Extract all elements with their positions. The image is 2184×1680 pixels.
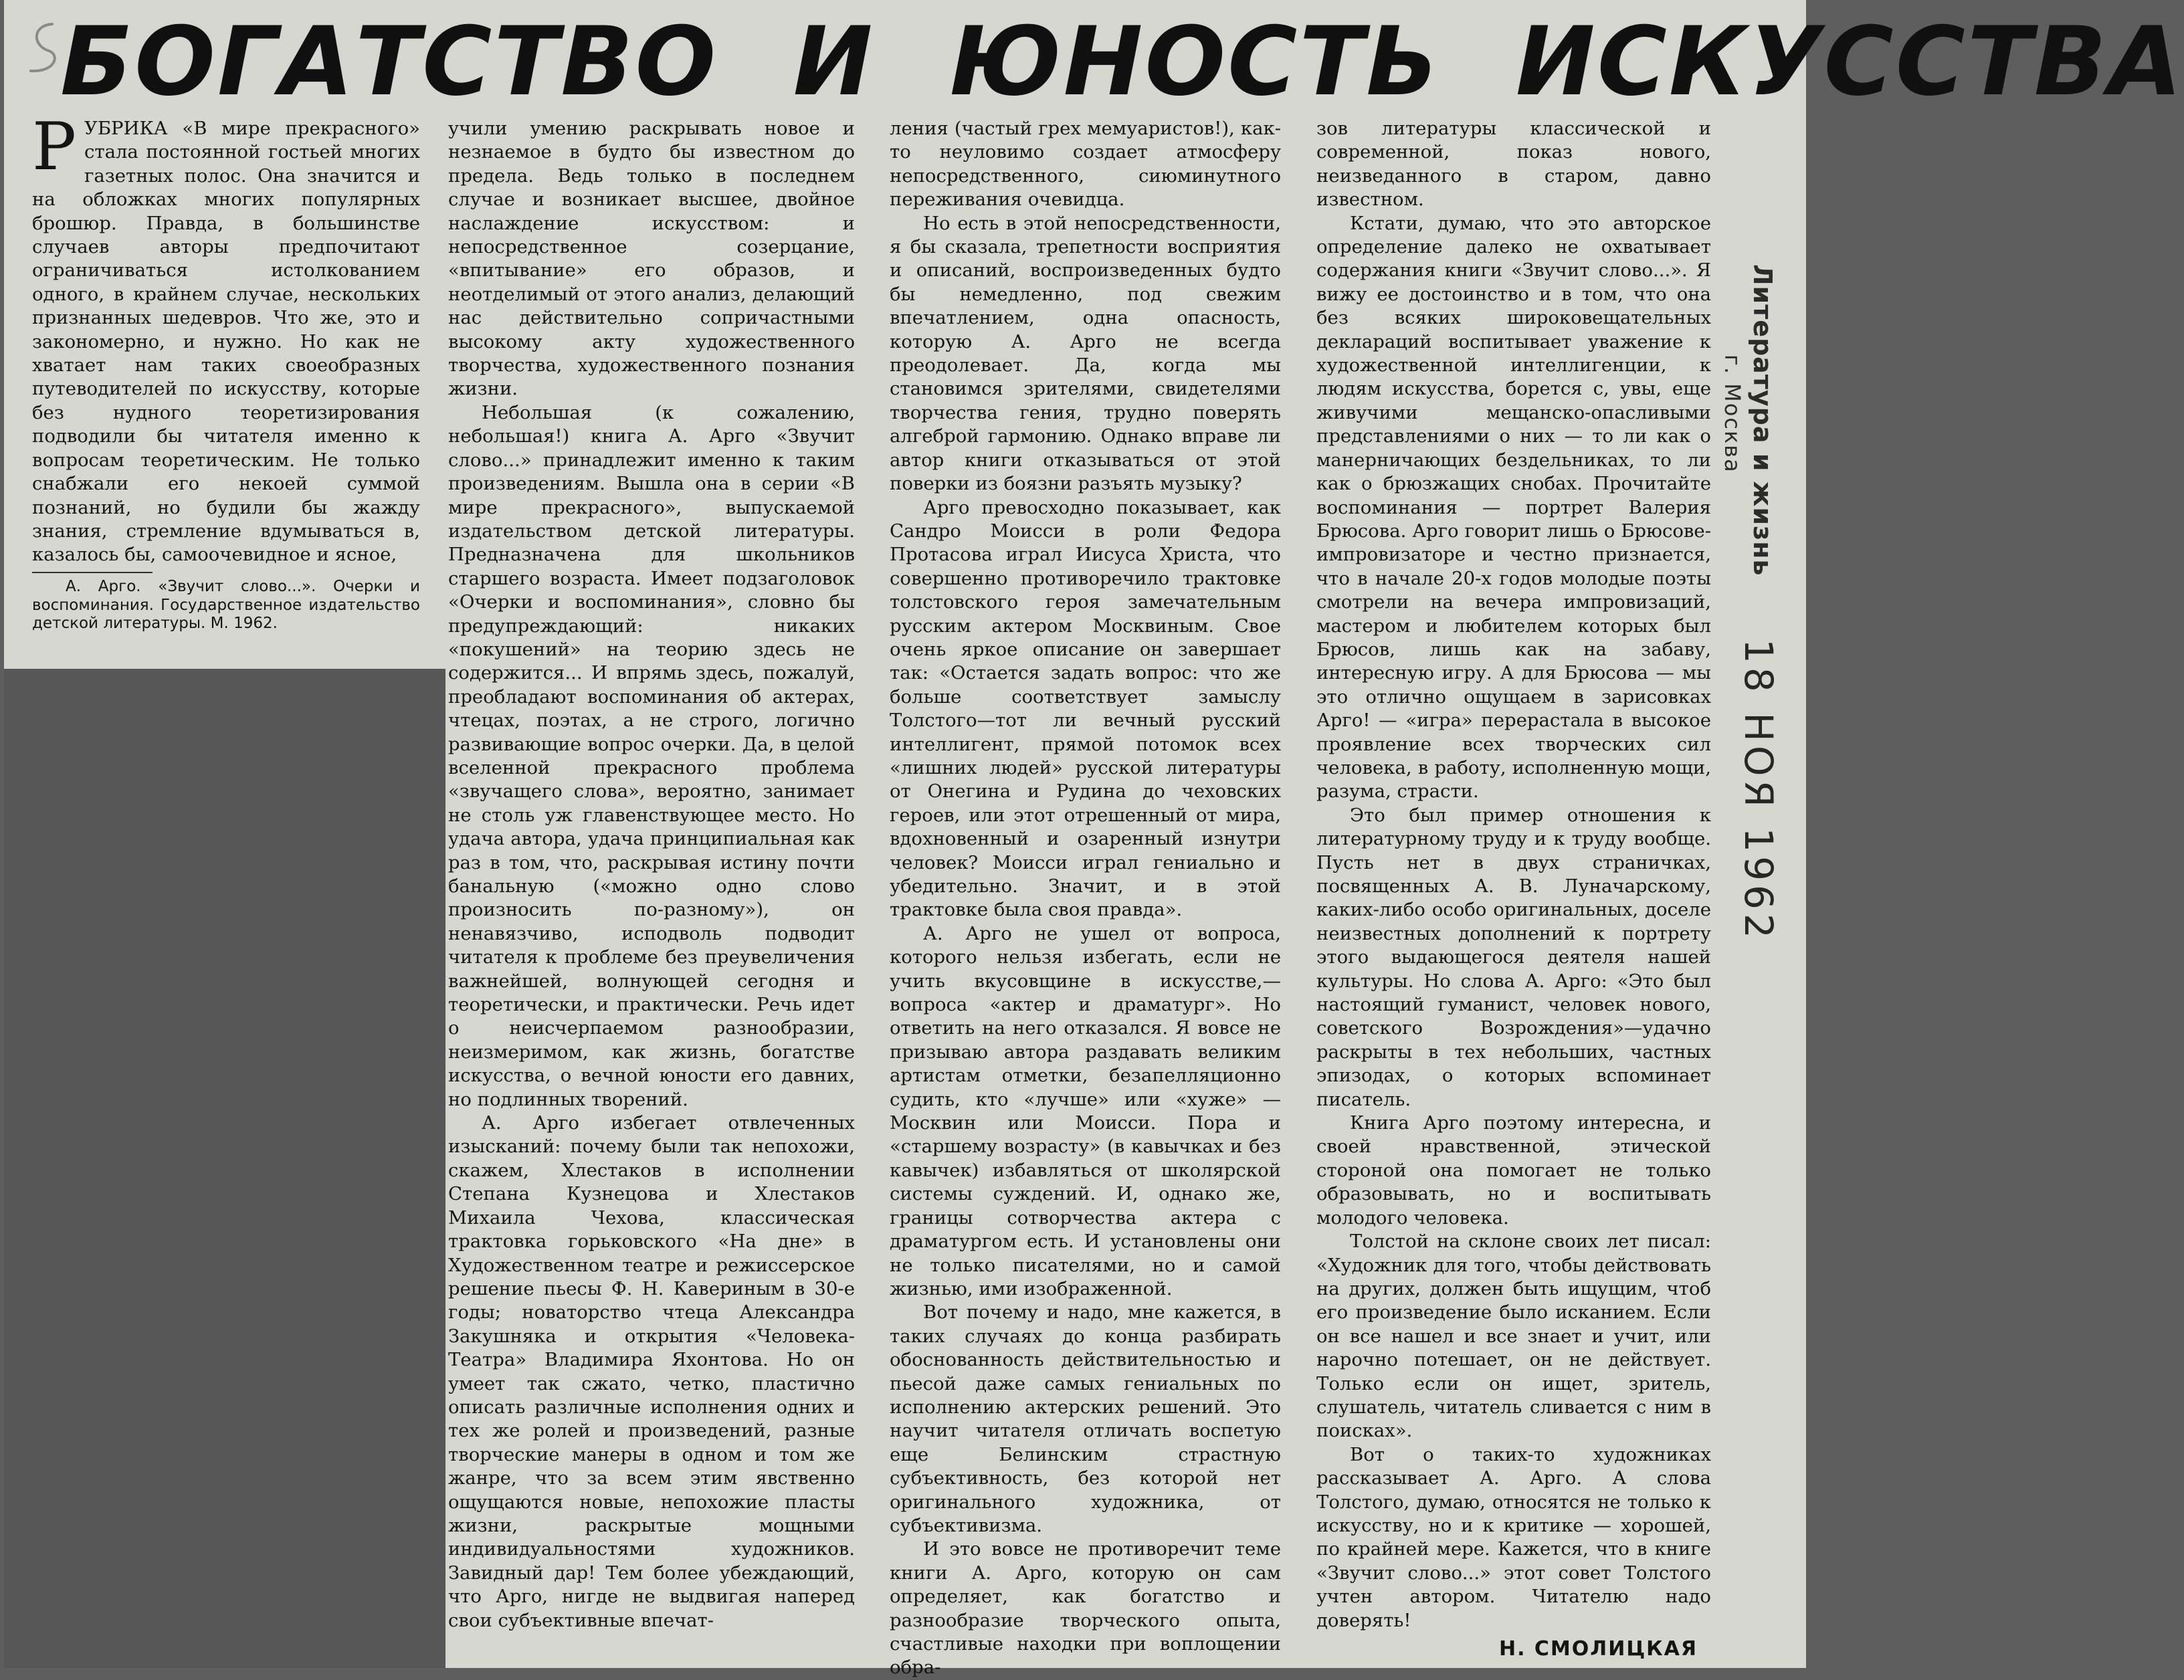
paragraph: А. Арго избегает отвлеченных изысканий: почему были так непохожи, скажем, Хлестаков в исполнении Степана Кузнецова и Хлестаков Михаила Чехова, классическая трактовка горьковского «На дне» в Художественном театре и режиссерское решение пьесы Ф. Н. Кавериным в 30-е годы; новаторство чтеца Александра Закушняка и открытия «Человека-Театра» Владимира Яхонтова. Но он умеет так сжато, четко, пластично описать различные исполнения одних и тех же ролей и произведений, разные творческие манеры в одном и том же жанре, что за всем этим явственно ощущаются новые, непохожие пласты жизни, раскрытые мощными индивидуальностями художников. Завидный дар! Тем более убеждающий, что Арго, нигде не выдвигая наперед свои субъективные впечат- xyxy=(448,1112,855,1631)
article-column-1 xyxy=(32,109,420,572)
stamp-city: г. Москва xyxy=(1720,354,1745,474)
paragraph: Но есть в этой непосредственности, я бы сказала, трепетности восприятия и описаний, воспроизведенных будто бы немедленно, под свежим впечатлением, одна опасность, которую А. Арго не всегда преодолевает. Да, когда мы становимся зрителями, свидетелями творчества гения, трудно поверять алгеброй гармонию. Однако вправе ли автор книги отказываться от этой поверки из боязни разъять музыку? xyxy=(890,212,1281,495)
paragraph: И это вовсе не противоречит теме книги А. Арго, которую он сам определяет, как богатство и разнообразие творческого опыта, счастливые находки при воплощении обра- xyxy=(890,1538,1281,1679)
paragraph: Арго превосходно показывает, как Сандро Моисси в роли Федора Протасова играл Иисуса Христа, что совершенно противоречило трактовке толстовского героя замечательным русским актером Москвиным. Свое очень яркое описание он завершает так: «Остается задать вопрос: что же больше соответствует замыслу Толстого—тот ли вечный русский интеллигент, прямой потомок всех «лишних людей» русской литературы от Онегина и Рудина до чеховских героев, или этот отрешенный от мира, вдохновенный и озаренный изнутри человек? Моисси играл гениально и убедительно. Значит, и в этой трактовке была своя правда». xyxy=(890,496,1281,921)
headline: БОГАТСТВО И ЮНОСТЬ ИСКУССТВА xyxy=(60,7,2184,117)
footnote-text: А. Арго. «Звучит слово...». Очерки и воспоминания. Государственное издательство детской литературы. М. 1962. xyxy=(32,578,420,632)
lead-paragraph xyxy=(32,109,420,567)
paragraph: Это был пример отношения к литературному труду и к труду вообще. Пусть нет в двух страничках, посвященных А. В. Луначарскому, каких-либо особо оригинальных, доселе неизвестных дополнений к портрету этого выдающегося деятеля нашей культуры. Но слова А. Арго: «Это был настоящий гуманист, человек нового, советского Возрождения»—удачно раскрыты в тех небольших, частных эпизодах, о которых вспоминает писатель. xyxy=(1316,804,1711,1110)
footnote xyxy=(32,578,420,657)
paragraph: УБРИКА «В мире прекрасного» стала постоянной гостьей многих газетных полос. Она значится и на обложках многих популярных брошюр. Правда, в большинстве случаев авторы предпочитают ограничиваться истолкованием одного, в крайнем случае, нескольких признанных шедевров. Что же, это и закономерно, и нужно. Но как не хватает нам таких своеобразных путеводителей по искусству, которые без нудного теоретизирования подводили бы читателя именно к вопросам теоретическим. Не только снабжали его некоей суммой познаний, но будили бы жажду знания, стремление вдумываться в, казалось бы, самоочевидное и ясное, xyxy=(32,118,420,566)
article-column-3 xyxy=(890,117,1281,1679)
paragraph: Кстати, думаю, что это авторское определение далеко не охватывает содержания книги «Звучит слово...». Я вижу ее достоинство и в том, что она без всяких широковещательных деклараций воспитывает уважение к художественной интеллигенции, к людям искусства, борется с, увы, еще живучими мещанско-опасливыми представлениями о них — то ли как о манерничающих бездельниках, то ли как о брюзжащих снобах. Прочитайте воспоминания — портрет Валерия Брюсова. Арго говорит лишь о Брюсове-импровизаторе и честно признается, что в начале 20-х годов молодые поэты смотрели на вечера импровизаций, мастером и любителем которых был Брюсов, лишь как на забаву, интересную игру. А для Брюсова — мы это отлично ощущаем в зарисовках Арго! — «игра» перерастала в высокое проявление всех творческих сил человека, в работу, исполненную мощи, разума, страсти. xyxy=(1316,212,1711,803)
paragraph: ления (частый грех мемуаристов!), как-то неуловимо создает атмосферу непосредственного, сиюминутного переживания очевидца. xyxy=(890,118,1281,211)
paragraph: Вот о таких-то художниках рассказывает А. Арго. А слова Толстого, думаю, относятся не только к искусству, но и к критике — хорошей, по крайней мере. Кажется, что в книге «Звучит слово...» этот совет Толстого учтен автором. Читателю надо доверять! xyxy=(1316,1443,1711,1631)
paragraph: Книга Арго поэтому интересна, и своей нравственной, этической стороной она помогает не только образовывать, но и воспитывать молодого человека. xyxy=(1316,1112,1711,1229)
paragraph: Небольшая (к сожалению, небольшая!) книга А. Арго «Звучит слово...» принадлежит именно к таким произведениям. Вышла она в серии «В мире прекрасного», выпускаемой издательством детской литературы. Предназначена для школьников старшего возраста. Имеет подзаголовок «Очерки и воспоминания», словно бы предупреждающий: никаких «покушений» на теорию здесь не содержится... И впрямь здесь, пожалуй, преобладают воспоминания об актерах, чтецах, поэтах, а не строго, логично развивающие вопрос очерки. Да, в целой вселенной прекрасного проблема «звучащего слова», вероятно, занимает не столь уж главенствующее место. Но удача автора, удача принципиальная как раз в том, что, раскрывая истину почти банальную («можно одно слово произносить по-разному»), он ненавязчиво, исподволь подводит читателя к проблеме без преувеличения важнейшей, волнующей сегодня и теоретически, и практически. Речь идет о неисчерпаемом разнообразии, неизмеримом, как жизнь, богатстве искусства, о вечной юности его давних, но подлинных творений. xyxy=(448,401,855,1110)
stamp-publication: Литература и жизнь xyxy=(1748,264,1777,576)
paragraph: Вот почему и надо, мне кажется, в таких случаях до конца разбирать обоснованность действительностью и пьесой даже самых гениальных по исполнению актерских решений. Это научит читателя отличать воспетую еще Белинским страстную субъективность, без которой нет оригинального художника, от субъективизма. xyxy=(890,1301,1281,1536)
paragraph: зов литературы классической и современной, показ нового, неизведанного в старом, давно известном. xyxy=(1316,118,1711,211)
article-column-2 xyxy=(448,117,855,1665)
paragraph: учили умению раскрывать новое и незнаемое в будто бы известном до предела. Ведь только в последнем случае и возникает высшее, двойное наслаждение искусством: и непосредственное созерцание, «впитывание» его образов, и неотделимый от этого анализ, делающий нас действительно сопричастными высокому акту художественного творчества, художественного познания жизни. xyxy=(448,118,855,400)
drop-cap: Р xyxy=(32,109,76,185)
footnote-rule xyxy=(32,572,153,573)
archive-stamp xyxy=(1716,264,1789,942)
paragraph: Толстой на склоне своих лет писал: «Художник для того, чтобы действовать на других, должен быть ищущим, чтоб его произведение было исканием. Если он все нашел и все знает и учит, или нарочно потешает, он не действует. Только если он ищет, зритель, слушатель, читатель сливается с ним в поисках». xyxy=(1316,1231,1711,1442)
author-signature: Н. СМОЛИЦКАЯ xyxy=(1498,1637,1698,1661)
paragraph: А. Арго не ушел от вопроса, которого нельзя избегать, если не учить вкусовщине в искусстве,— вопроса «актер и драматург». Но ответить на него отказался. Я вовсе не призываю автора раздавать великим артистам отметки, безапелляционно судить, кто «лучше» или «хуже» — Москвин или Моисси. Пора и «старшему возрасту» (в кавычках и без кавычек) избавляться от школярской системы суждений. И, однако же, границы сотворчества актера с драматургом есть. И установлены они не только писателями, но и самой жизнью, ими изображенной. xyxy=(890,922,1281,1299)
article-column-4 xyxy=(1316,117,1711,1665)
stamp-date: 18 НОЯ 1962 xyxy=(1736,639,1781,942)
mounting-background xyxy=(4,669,445,1668)
